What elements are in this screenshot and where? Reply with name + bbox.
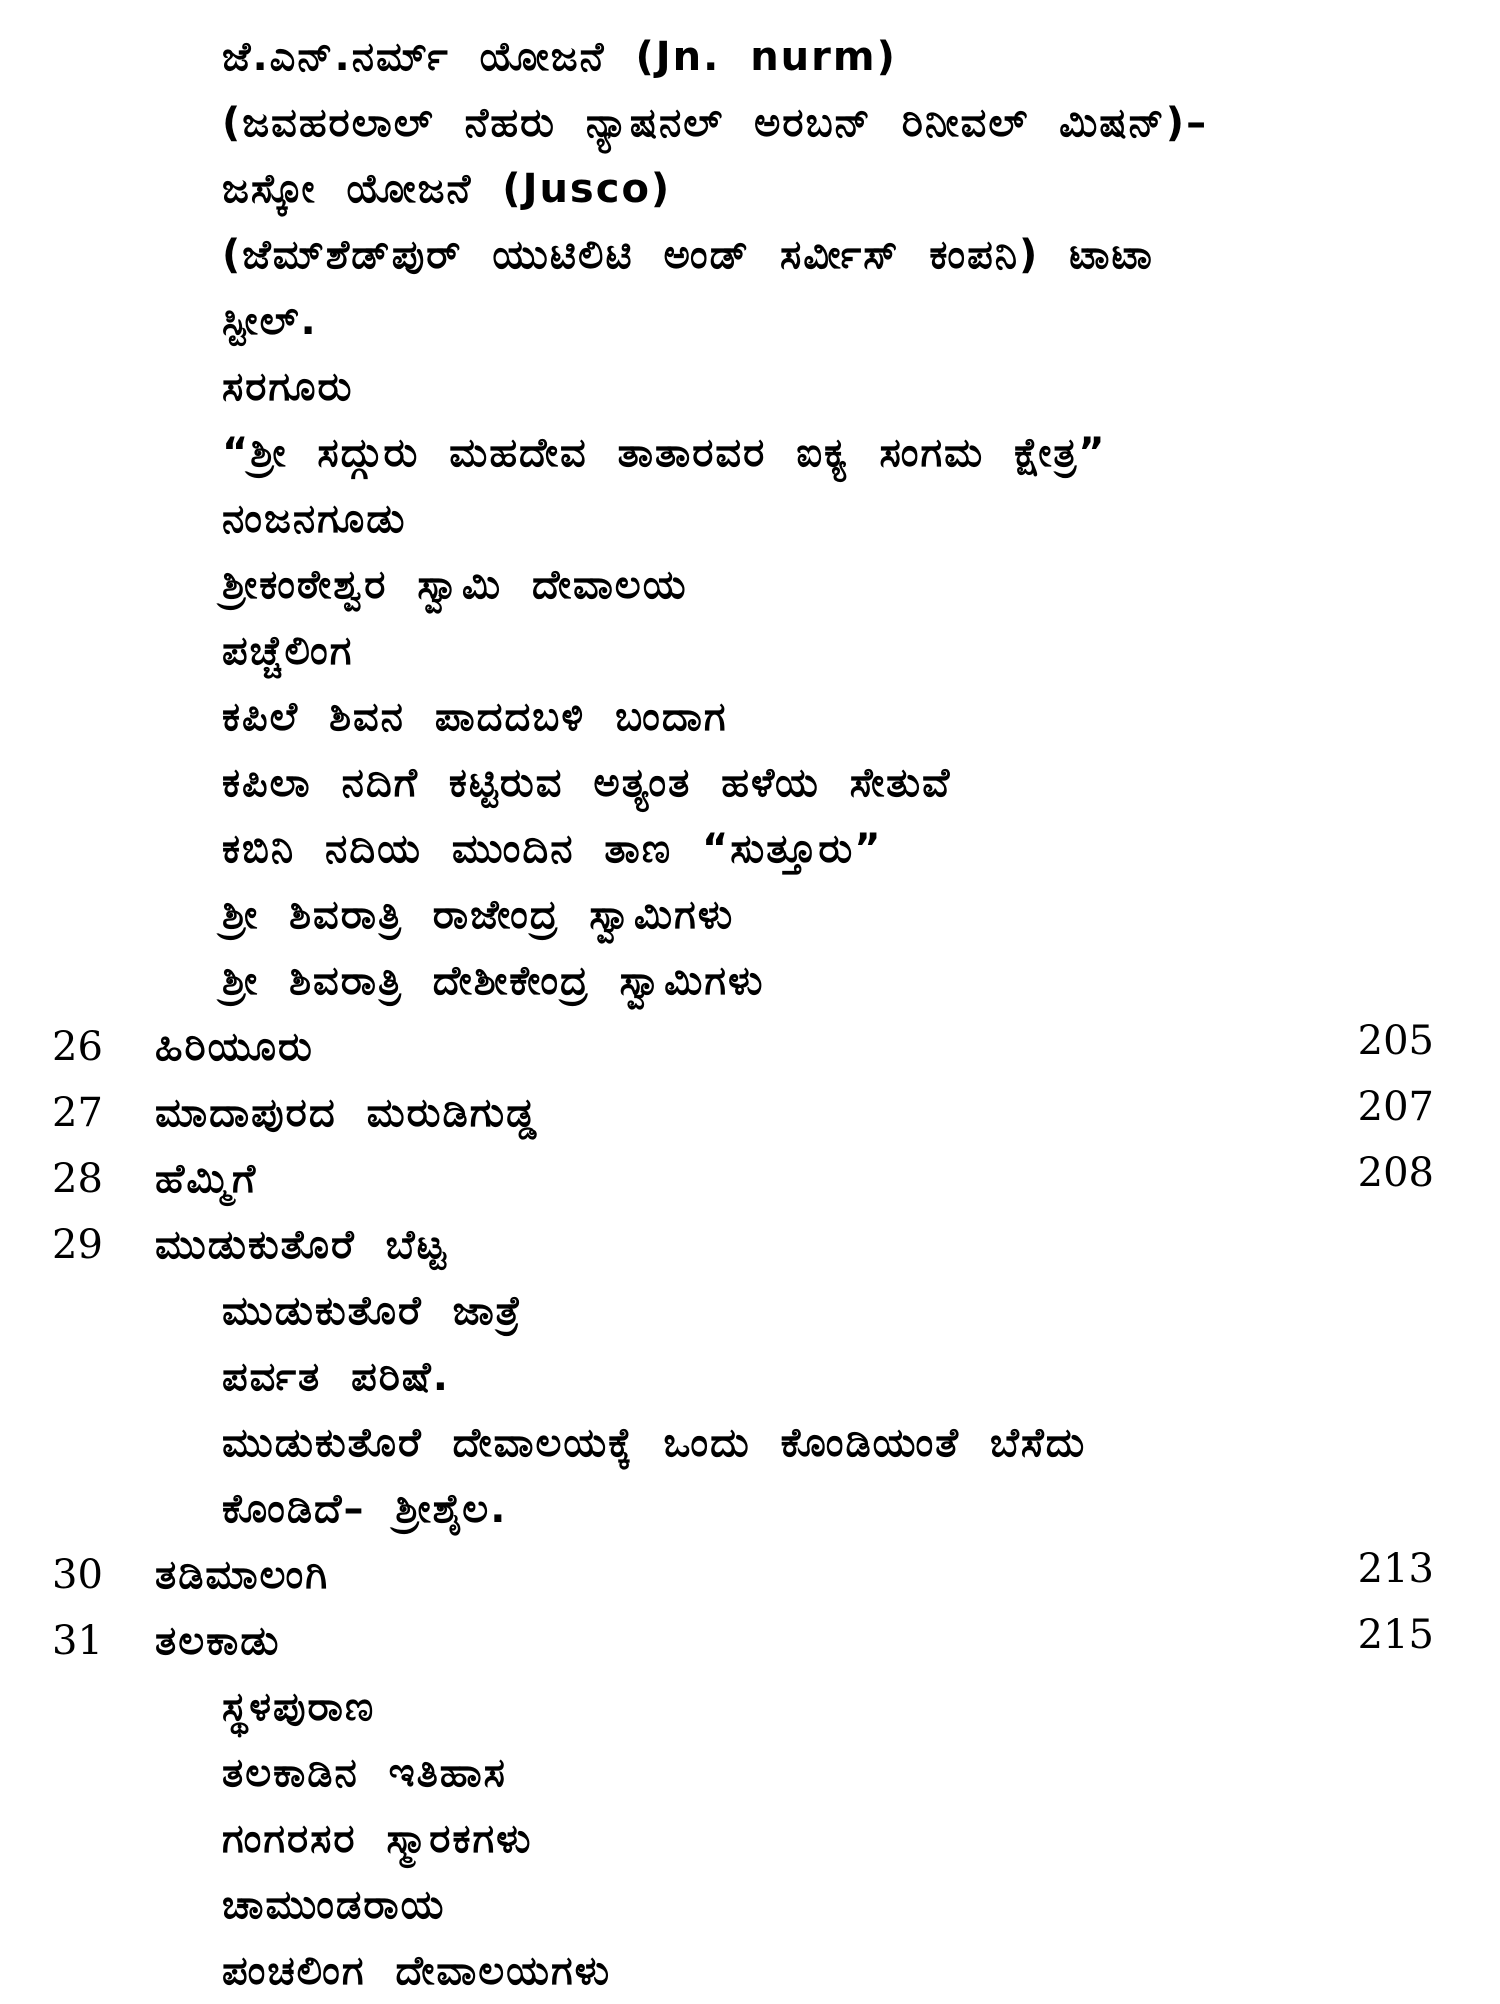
chapter-number: 28 [52,1156,103,1202]
toc-subentry-row [0,24,1500,90]
page-number: 207 [1357,1084,1434,1130]
chapter-title: ತಡಿಮಾಲಂಗಿ [155,1552,330,1598]
subentry-text: ಮುಡುಕುತೊರೆ ದೇವಾಲಯಕ್ಕೆ ಒಂದು ಕೊಂಡಿಯಂತೆ ಬೆಸೆದು [222,1420,1087,1466]
chapter-title: ಹೆಮ್ಮಿಗೆ [155,1156,258,1202]
toc-subentry-row [0,156,1500,222]
subentry-text: ಜೆ.ಎನ್.ನರ್ಮ್ ಯೋಜನೆ (Jn. nurm) [222,34,897,80]
subentry-text: (ಜವಹರಲಾಲ್ ನೆಹರು ನ್ಯಾಷನಲ್ ಅರಬನ್ ರಿನೀವಲ್ ಮಿಷನ್)– [222,100,1209,146]
toc-subentry-row [0,750,1500,816]
subentry-text: ಚಾಮುಂಡರಾಯ [222,1882,446,1928]
subentry-text: ಕಬಿನಿ ನದಿಯ ಮುಂದಿನ ತಾಣ “ಸುತ್ತೂರು” [222,826,883,872]
page-number: 205 [1357,1018,1434,1064]
toc-subentry-row [0,222,1500,288]
subentry-text: ಸರಗೂರು [222,364,354,410]
page-number: 213 [1357,1546,1434,1592]
subentry-text: ನಂಜನಗೂಡು [222,496,407,542]
toc-subentry-row [0,684,1500,750]
subentry-text: ತಲಕಾಡಿನ ಇತಿಹಾಸ [222,1750,507,1796]
subentry-text: ಜಸ್ಕೋ ಯೋಜನೆ (Jusco) [222,166,672,212]
toc-subentry-row [0,354,1500,420]
toc-subentry-row [0,552,1500,618]
toc-subentry-row [0,1806,1500,1872]
chapter-title: ತಲಕಾಡು [155,1618,281,1664]
toc-subentry-row [0,816,1500,882]
toc-chapter-row [0,1542,1500,1608]
chapter-number: 30 [52,1552,103,1598]
toc-subentry-row [0,948,1500,1014]
subentry-text: ಕೊಂಡಿದೆ– ಶ್ರೀಶೈಲ. [222,1486,508,1532]
toc-chapter-row [0,1212,1500,1278]
subentry-text: ಶ್ರೀ ಶಿವರಾತ್ರಿ ರಾಜೇಂದ್ರ ಸ್ವಾಮಿಗಳು [222,892,735,938]
subentry-text: (ಜೆಮ್‌ಶೆಡ್‌ಪುರ್ ಯುಟಿಲಿಟಿ ಅಂಡ್ ಸರ್ವೀಸ್ ಕಂಪನಿ) ಟಾಟಾ [222,232,1154,278]
subentry-text: ಶ್ರೀ ಶಿವರಾತ್ರಿ ದೇಶೀಕೇಂದ್ರ ಸ್ವಾಮಿಗಳು [222,958,765,1004]
toc-chapter-row [0,1146,1500,1212]
toc-subentry-row [0,1278,1500,1344]
subentry-text: ಸ್ಟೀಲ್. [222,298,318,344]
page-number: 208 [1357,1150,1434,1196]
chapter-title: ಹಿರಿಯೂರು [155,1024,314,1070]
subentry-text: ಕಪಿಲಾ ನದಿಗೆ ಕಟ್ಟಿರುವ ಅತ್ಯಂತ ಹಳೆಯ ಸೇತುವೆ [222,760,952,806]
toc-subentry-row [0,618,1500,684]
toc-subentry-row [0,486,1500,552]
subentry-text: ಗಂಗರಸರ ಸ್ಮಾರಕಗಳು [222,1816,533,1862]
chapter-number: 31 [52,1618,103,1664]
toc-chapter-row [0,1608,1500,1674]
subentry-text: ಪಂಚಲಿಂಗ ದೇವಾಲಯಗಳು [222,1948,612,1994]
toc-subentry-row [0,1674,1500,1740]
toc-subentry-row [0,1476,1500,1542]
subentry-text: ಸ್ಥಳಪುರಾಣ [222,1684,376,1730]
chapter-number: 26 [52,1024,103,1070]
subentry-text: “ಶ್ರೀ ಸದ್ಗುರು ಮಹದೇವ ತಾತಾರವರ ಐಕ್ಯ ಸಂಗಮ ಕ್ಷೇತ್ರ” [222,430,1107,476]
toc-subentry-row [0,420,1500,486]
subentry-text: ಶ್ರೀಕಂಠೇಶ್ವರ ಸ್ವಾಮಿ ದೇವಾಲಯ [222,562,688,608]
toc-subentry-row [0,1872,1500,1938]
chapter-title: ಮಾದಾಪುರದ ಮರುಡಿಗುಡ್ಡ [155,1090,539,1136]
chapter-title: ಮುಡುಕುತೊರೆ ಬೆಟ್ಟ [155,1222,448,1268]
toc-subentry-row [0,1740,1500,1806]
chapter-number: 27 [52,1090,103,1136]
page-number: 215 [1357,1612,1434,1658]
toc-subentry-row [0,1938,1500,2004]
toc-subentry-row [0,1344,1500,1410]
toc-subentry-row [0,90,1500,156]
subentry-text: ಪರ್ವತ ಪರಿಷೆ. [222,1354,450,1400]
subentry-text: ಕಪಿಲೆ ಶಿವನ ಪಾದದಬಳಿ ಬಂದಾಗ [222,694,728,740]
subentry-text: ಮುಡುಕುತೊರೆ ಜಾತ್ರೆ [222,1288,523,1334]
toc-chapter-row [0,1080,1500,1146]
toc-subentry-row [0,1410,1500,1476]
toc-chapter-row [0,1014,1500,1080]
toc-subentry-row [0,882,1500,948]
subentry-text: ಪಚ್ಚೆಲಿಂಗ [222,628,354,674]
toc-subentry-row [0,288,1500,354]
chapter-number: 29 [52,1222,103,1268]
